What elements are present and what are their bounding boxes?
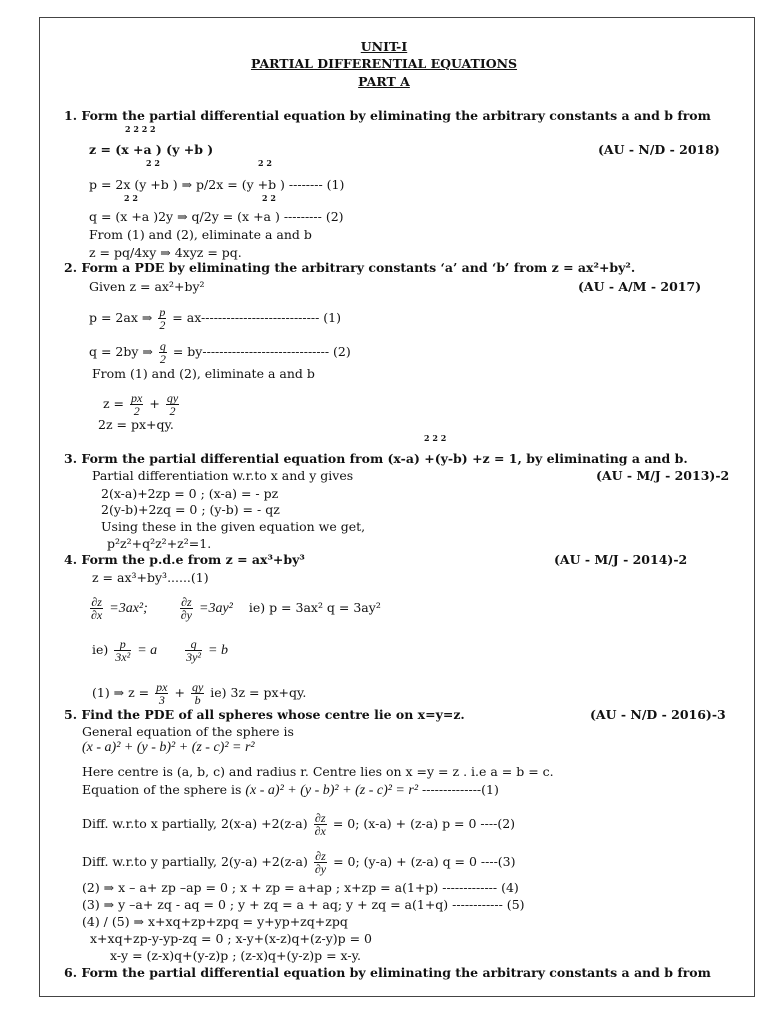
q1-sub-row-3: 2 2	[262, 193, 276, 203]
q2-given: Given z = ax²+by²	[89, 279, 205, 294]
q4-dzdy-fraction	[180, 596, 193, 621]
question-5: 5. Find the PDE of all spheres whose centre lie on x=y=z.	[64, 707, 465, 722]
q3-reference: (AU - M/J - 2013)-2	[596, 468, 730, 483]
q4-a-rhs: = a	[137, 643, 158, 658]
q1-line-result: z = pq/4xy ⇒ 4xyz = pq.	[89, 245, 242, 260]
q5-line-7: (2) ⇒ x – a+ zp –ap = 0 ; x + zp = a+ap ; x+zp = a(1+p) ------------- (4)	[82, 880, 519, 895]
q1-given: z = (x +a ) (y +b )	[89, 142, 214, 157]
q3-line-2: 2(y-b)+2zq = 0 ; (y-b) = - qz	[101, 502, 280, 517]
q4-derivatives	[88, 596, 381, 621]
q3-line-1: 2(x-a)+2zp = 0 ; (x-a) = - pz	[101, 486, 279, 501]
q5-diffy-left: Diff. w.r.to y partially, 2(y-a) +2(z-a)	[82, 854, 308, 869]
q2-z-fraction-1	[130, 392, 143, 417]
q4-ie2-label: ie)	[92, 642, 109, 657]
q4-line-1: z = ax³+by³......(1)	[92, 570, 209, 585]
q5-diffx-num: ∂z	[314, 811, 326, 825]
q5-diffy-den: ∂y	[314, 862, 327, 876]
q4-last-fraction-1	[155, 681, 168, 706]
q5-line-2: (x - a)² + (y - b)² + (z - c)² = r²	[82, 740, 255, 755]
q5-diffx-left: Diff. w.r.to x partially, 2(x-a) +2(z-a)	[82, 816, 308, 831]
q5-line-8: (3) ⇒ y –a+ zq - aq = 0 ; y + zq = a + aq; y + zq = a(1+q) ------------ (5)	[82, 897, 525, 912]
q4-a-num: p	[114, 638, 131, 651]
q4-reference: (AU - M/J - 2014)-2	[554, 552, 688, 567]
q2-q-left: q = 2by ⇒	[89, 344, 153, 359]
q4-last-num-1: px	[156, 680, 168, 694]
part-heading: PART A	[358, 74, 410, 89]
q4-dzdy-den: ∂y	[180, 608, 193, 622]
q4-a-den: 3x²	[115, 650, 131, 664]
q2-q-den: 2	[159, 352, 166, 366]
q5-diff-y	[82, 850, 516, 875]
q1-line-from: From (1) and (2), eliminate a and b	[89, 227, 312, 242]
q2-z-num-2: qy	[166, 391, 179, 405]
q5-line-4	[82, 783, 499, 798]
q4-a-fraction	[114, 638, 131, 663]
q2-z-plus: +	[149, 396, 160, 411]
q5-diffy-right: = 0; (y-a) + (z-a) q = 0 ----(3)	[333, 854, 516, 869]
q3-line-4: p²z²+q²z²+z²=1.	[107, 536, 212, 551]
question-1: 1. Form the partial differential equation by eliminating the arbitrary constants a and b from	[64, 108, 711, 123]
q5-diffx-den: ∂x	[314, 824, 326, 838]
q3-line-3: Using these in the given equation we get,	[101, 519, 366, 534]
q5-diffy-fraction	[314, 850, 327, 875]
q5-line-1: General equation of the sphere is	[82, 724, 294, 739]
q5-line-11: x-y = (z-x)q+(y-z)p ; (z-x)q+(y-z)p = x-y.	[110, 948, 361, 963]
q2-line-q	[89, 340, 351, 365]
q2-p-right: = ax---------------------------- (1)	[172, 310, 341, 325]
q5-line-9: (4) / (5) ⇒ x+xq+zp+zpq = y+yp+zq+zpq	[82, 914, 348, 929]
q4-b-num: q	[185, 638, 202, 651]
q2-z-den-1: 2	[133, 404, 140, 418]
q5-line-4-right: --------------(1)	[422, 782, 499, 797]
q4-last-den-2: b	[194, 693, 201, 707]
q1-sub-row-2: 2 2	[124, 193, 138, 203]
q5-line-4-left: Equation of the sphere is	[82, 782, 242, 797]
q2-z-num-1: px	[131, 391, 143, 405]
q1-line-q: q = (x +a )2y ⇒ q/2y = (x +a ) --------- (2)	[89, 209, 344, 224]
q4-b-fraction	[185, 638, 202, 663]
q1-line-p: p = 2x (y +b ) ⇒ p/2x = (y +b ) -------- (1)	[89, 177, 345, 192]
q2-reference: (AU - A/M - 2017)	[578, 279, 702, 294]
q5-diffy-num: ∂z	[315, 849, 326, 863]
q2-z-left: z =	[103, 396, 125, 411]
q5-diffx-right: = 0; (x-a) + (z-a) p = 0 ----(2)	[332, 816, 516, 831]
q4-last-plus: +	[174, 685, 185, 700]
q2-z-fraction-2	[166, 392, 179, 417]
question-4: 4. Form the p.d.e from z = ax³+by³	[64, 552, 305, 567]
q4-dzdx-rhs: =3ax²;	[109, 601, 148, 616]
unit-heading: UNIT-I	[360, 39, 408, 54]
q5-line-3: Here centre is (a, b, c) and radius r. Centre lies on x =y = z . i.e a = b = c.	[82, 764, 554, 779]
q4-last-num-2: qy	[191, 680, 204, 694]
q1-sub-row-1: 2 2	[146, 158, 160, 168]
q5-line-4-eq: (x - a)² + (y - b)² + (z - c)² = r²	[245, 783, 419, 798]
question-3: 3. Form the partial differential equation from (x-a) +(y-b) +z = 1, by eliminating a and b.	[64, 451, 688, 466]
q4-ie-fractions	[92, 638, 228, 663]
q4-dzdy-rhs: =3ay²	[199, 601, 233, 616]
q4-b-rhs: = b	[208, 643, 228, 658]
question-2: 2. Form a PDE by eliminating the arbitrary constants ‘a’ and ‘b’ from z = ax²+by².	[64, 260, 636, 275]
q2-z-den-2: 2	[169, 404, 176, 418]
q4-last-left: (1) ⇒ z =	[92, 685, 150, 700]
q3-sup-row: 2 2 2	[424, 433, 447, 443]
q2-line-p	[89, 306, 341, 331]
q2-q-right: = by------------------------------ (2)	[172, 344, 351, 359]
q5-reference: (AU - N/D - 2016)-3	[590, 707, 726, 722]
q4-last-fraction-2	[191, 681, 204, 706]
page-title: PARTIAL DIFFERENTIAL EQUATIONS	[250, 56, 518, 71]
q2-result: 2z = px+qy.	[98, 417, 174, 432]
q4-b-den: 3y²	[186, 650, 202, 664]
q4-dzdy-num: ∂z	[181, 595, 192, 609]
q5-diffx-fraction	[314, 812, 327, 837]
q4-dzdx-num: ∂z	[91, 595, 102, 609]
q1-reference: (AU - N/D - 2018)	[598, 142, 720, 157]
q2-p-num: p	[159, 305, 166, 319]
q2-p-left: p = 2ax ⇒	[89, 310, 153, 325]
q4-last-line	[92, 681, 306, 706]
q2-p-den: 2	[159, 318, 166, 332]
q4-dzdx-den: ∂x	[91, 608, 103, 622]
q2-line-from: From (1) and (2), eliminate a and b	[92, 366, 315, 381]
q4-dzdx-fraction	[90, 596, 103, 621]
q1-sup-row-2: 2 2	[258, 158, 272, 168]
q4-last-right: ie) 3z = px+qy.	[210, 685, 307, 700]
q4-last-den-1: 3	[158, 693, 165, 707]
q5-line-10: x+xq+zp-y-yp-zq = 0 ; x-y+(x-z)q+(z-y)p = 0	[90, 931, 373, 946]
q4-ie-line: ie) p = 3ax² q = 3ay²	[248, 600, 381, 615]
q1-sup-row-1: 2 2 2 2	[125, 124, 156, 134]
q5-diff-x	[82, 812, 515, 837]
q2-q-num: q	[159, 339, 166, 353]
question-6: 6. Form the partial differential equation by eliminating the arbitrary constants a and b from	[64, 965, 711, 980]
q3-intro: Partial differentiation w.r.to x and y gives	[92, 468, 354, 483]
q2-p-fraction	[158, 306, 166, 331]
q2-line-z	[103, 392, 181, 417]
q2-q-fraction	[159, 340, 167, 365]
